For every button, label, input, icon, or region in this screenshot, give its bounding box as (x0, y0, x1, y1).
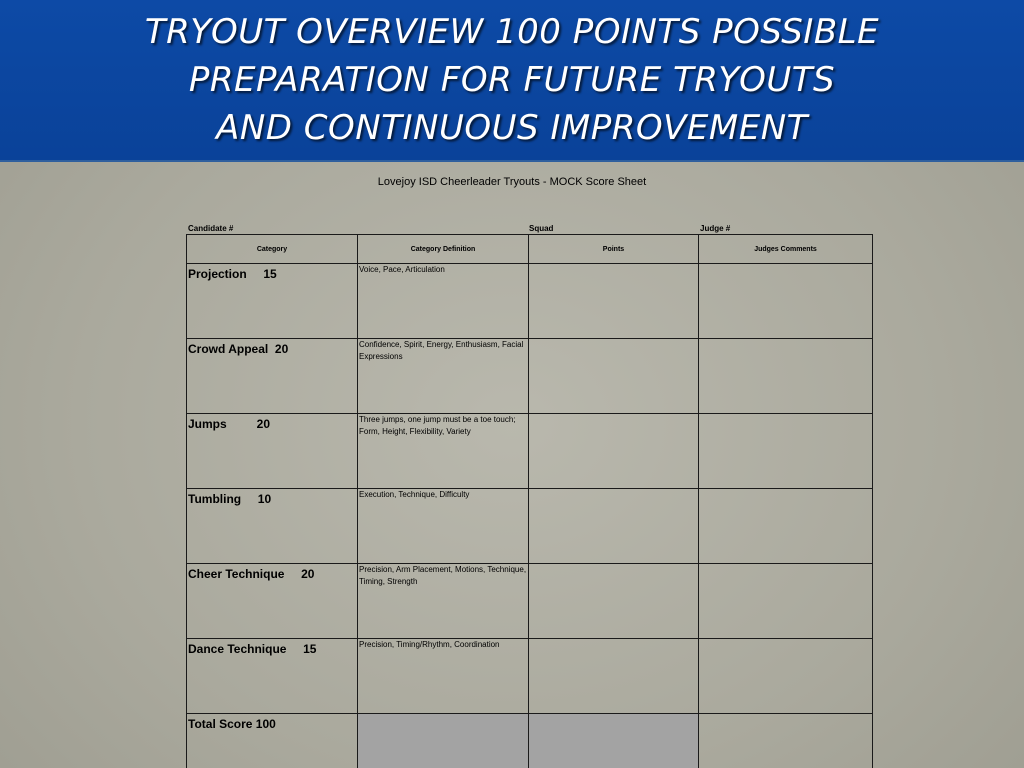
table-row-dance-technique (187, 639, 873, 714)
category-cell: Cheer Technique 20 (187, 564, 358, 639)
squad-label: Squad (529, 224, 554, 233)
slide-title-line-2: PREPARATION FOR FUTURE TRYOUTS (188, 60, 836, 100)
shaded-cell (529, 714, 699, 768)
comments-cell[interactable] (699, 489, 873, 564)
slide-title-line-1: TRYOUT OVERVIEW 100 POINTS POSSIBLE (144, 12, 880, 52)
table-row-crowd-appeal (187, 339, 873, 414)
definition-cell: Execution, Technique, Difficulty (358, 489, 529, 564)
table-row-tumbling (187, 489, 873, 564)
definition-cell: Precision, Arm Placement, Motions, Technique, Timing, Strength (358, 564, 529, 639)
category-cell: Projection 15 (187, 264, 358, 339)
table-row-total-score (187, 714, 873, 768)
column-header-points: Points (529, 235, 699, 264)
score-sheet-title: Lovejoy ISD Cheerleader Tryouts - MOCK Score Sheet (377, 176, 647, 188)
column-header-definition: Category Definition (358, 235, 529, 264)
category-cell: Jumps 20 (187, 414, 358, 489)
comments-cell[interactable] (699, 339, 873, 414)
category-cell: Dance Technique 15 (187, 639, 358, 714)
points-cell[interactable] (529, 489, 699, 564)
score-sheet-table (186, 234, 873, 768)
comments-cell[interactable] (699, 714, 873, 768)
judge-number-label: Judge # (700, 224, 731, 233)
category-cell: Crowd Appeal 20 (187, 339, 358, 414)
shaded-cell (358, 714, 529, 768)
definition-cell: Voice, Pace, Articulation (358, 264, 529, 339)
comments-cell[interactable] (699, 639, 873, 714)
column-header-comments: Judges Comments (699, 235, 873, 264)
slide-title-banner (0, 0, 1024, 162)
comments-cell[interactable] (699, 414, 873, 489)
table-row-cheer-technique (187, 564, 873, 639)
table-row-projection (187, 264, 873, 339)
definition-cell: Precision, Timing/Rhythm, Coordination (358, 639, 529, 714)
table-header-row (187, 235, 873, 264)
candidate-number-label: Candidate # (188, 224, 234, 233)
definition-cell: Three jumps, one jump must be a toe touch; Form, Height, Flexibility, Variety (358, 414, 529, 489)
comments-cell[interactable] (699, 564, 873, 639)
table-row-jumps (187, 414, 873, 489)
slide-title-line-3: AND CONTINUOUS IMPROVEMENT (216, 108, 808, 148)
points-cell[interactable] (529, 339, 699, 414)
comments-cell[interactable] (699, 264, 873, 339)
points-cell[interactable] (529, 414, 699, 489)
column-header-category: Category (187, 235, 358, 264)
category-cell: Total Score 100 (187, 714, 358, 768)
points-cell[interactable] (529, 639, 699, 714)
points-cell[interactable] (529, 564, 699, 639)
definition-cell: Confidence, Spirit, Energy, Enthusiasm, Facial Expressions (358, 339, 529, 414)
points-cell[interactable] (529, 264, 699, 339)
category-cell: Tumbling 10 (187, 489, 358, 564)
